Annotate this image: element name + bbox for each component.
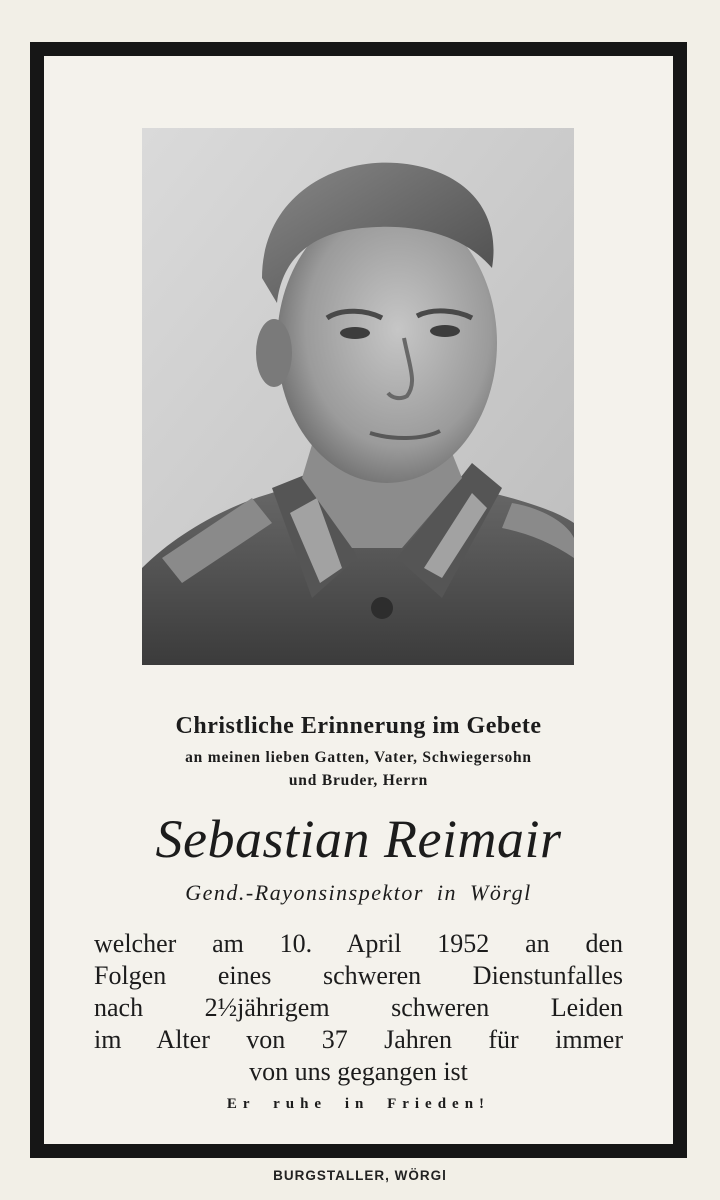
body-line: im Alter von 37 Jahren für immer	[94, 1025, 623, 1054]
body-line: von uns gegangen ist	[249, 1057, 468, 1086]
portrait-illustration	[142, 128, 574, 665]
memorial-heading: Christliche Erinnerung im Gebete	[175, 713, 542, 739]
card-content	[44, 56, 673, 1144]
dedication-line-1: an meinen lieben Gatten, Vater, Schwiegersohn	[185, 749, 532, 766]
deceased-position: Gend.-Rayonsinspektor in Wörgl	[185, 880, 532, 905]
dedication-line-2: und Bruder, Herrn	[288, 772, 429, 789]
body-line: welcher am 10. April 1952 an den	[94, 929, 623, 958]
body-line: Folgen eines schweren Dienstunfalles	[94, 961, 623, 990]
closing-blessing: Er ruhe in Frieden!	[226, 1096, 491, 1112]
portrait-photo	[142, 128, 574, 665]
mourning-border	[30, 42, 687, 1158]
printer-imprint: BURGSTALLER, WÖRGl	[273, 1168, 447, 1183]
deceased-name: Sebastian Reimair	[155, 809, 562, 869]
body-line: nach 2½jährigem schweren Leiden	[94, 993, 623, 1022]
